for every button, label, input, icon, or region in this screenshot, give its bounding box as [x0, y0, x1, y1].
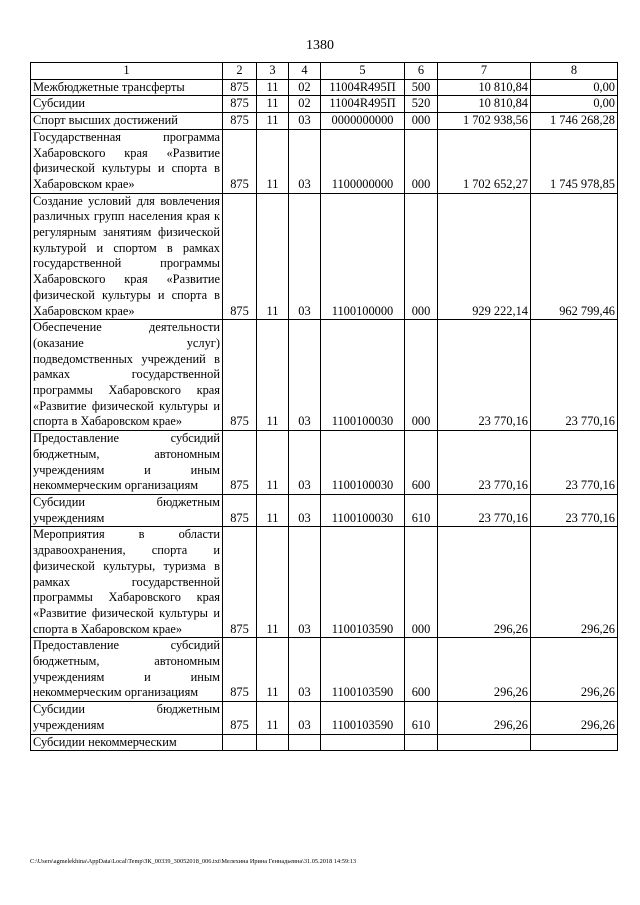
- code-cell: 875: [223, 702, 257, 734]
- target-article-cell: 1100103590: [321, 527, 405, 638]
- table-row: [31, 638, 618, 702]
- amount-cell: [438, 734, 531, 751]
- column-header: 3: [257, 63, 289, 80]
- item-name-cell: Субсидии: [31, 96, 223, 113]
- amount-cell: 10 810,84: [438, 79, 531, 96]
- column-header: 5: [321, 63, 405, 80]
- expense-type-cell: 600: [405, 431, 438, 495]
- section-cell: 11: [257, 79, 289, 96]
- item-name-cell: Предоставление субсидий бюджетным, автономным учреждениям и иным некоммерческим организациям: [31, 638, 223, 702]
- section-cell: 11: [257, 431, 289, 495]
- column-header: 6: [405, 63, 438, 80]
- table-row: [31, 79, 618, 96]
- table-row: [31, 431, 618, 495]
- expense-type-cell: 000: [405, 527, 438, 638]
- amount-cell: 23 770,16: [531, 320, 618, 431]
- subsection-cell: 03: [289, 129, 321, 193]
- item-name-cell: Создание условий для вовлечения различных групп населения края к регулярным занятиям физической культурой и спортом в рамках государственной программы Хабаровского края «Развитие физической культуры и спорта в Хабаровском крае»: [31, 193, 223, 320]
- section-cell: 11: [257, 320, 289, 431]
- expense-type-cell: 610: [405, 702, 438, 734]
- amount-cell: 23 770,16: [531, 431, 618, 495]
- item-name-cell: Межбюджетные трансферты: [31, 79, 223, 96]
- section-cell: 11: [257, 96, 289, 113]
- item-name-cell: Субсидии некоммерческим: [31, 734, 223, 751]
- expense-type-cell: 000: [405, 320, 438, 431]
- expense-type-cell: 000: [405, 193, 438, 320]
- table-row: [31, 96, 618, 113]
- table-row: [31, 702, 618, 734]
- table-row: [31, 113, 618, 130]
- target-article-cell: 1100100030: [321, 431, 405, 495]
- code-cell: 875: [223, 79, 257, 96]
- amount-cell: 296,26: [531, 638, 618, 702]
- subsection-cell: 03: [289, 113, 321, 130]
- amount-cell: 296,26: [531, 527, 618, 638]
- target-article-cell: 0000000000: [321, 113, 405, 130]
- target-article-cell: 1100100000: [321, 193, 405, 320]
- item-name-cell: Государственная программа Хабаровского края «Развитие физической культуры и спорта в Хабаровском крае»: [31, 129, 223, 193]
- subsection-cell: 03: [289, 638, 321, 702]
- subsection-cell: 03: [289, 494, 321, 526]
- amount-cell: 929 222,14: [438, 193, 531, 320]
- table-row: [31, 193, 618, 320]
- section-cell: 11: [257, 129, 289, 193]
- section-cell: 11: [257, 638, 289, 702]
- table-row: [31, 734, 618, 751]
- table-row: [31, 494, 618, 526]
- table-header-row: [31, 63, 618, 80]
- section-cell: 11: [257, 494, 289, 526]
- amount-cell: 10 810,84: [438, 96, 531, 113]
- target-article-cell: 11004R495П: [321, 96, 405, 113]
- target-article-cell: 1100100030: [321, 494, 405, 526]
- code-cell: 875: [223, 96, 257, 113]
- code-cell: 875: [223, 320, 257, 431]
- budget-table: [30, 62, 618, 751]
- amount-cell: 23 770,16: [438, 431, 531, 495]
- code-cell: 875: [223, 431, 257, 495]
- page-number: 1380: [306, 38, 334, 53]
- subsection-cell: 03: [289, 193, 321, 320]
- subsection-cell: 02: [289, 96, 321, 113]
- column-header: 7: [438, 63, 531, 80]
- code-cell: 875: [223, 638, 257, 702]
- amount-cell: 1 702 938,56: [438, 113, 531, 130]
- expense-type-cell: 600: [405, 638, 438, 702]
- subsection-cell: 03: [289, 527, 321, 638]
- amount-cell: 296,26: [438, 638, 531, 702]
- code-cell: 875: [223, 193, 257, 320]
- amount-cell: 0,00: [531, 79, 618, 96]
- amount-cell: [531, 734, 618, 751]
- target-article-cell: 1100100030: [321, 320, 405, 431]
- expense-type-cell: 000: [405, 129, 438, 193]
- column-header: 1: [31, 63, 223, 80]
- target-article-cell: 11004R495П: [321, 79, 405, 96]
- subsection-cell: 03: [289, 320, 321, 431]
- item-name-cell: Мероприятия в области здравоохранения, спорта и физической культуры, туризма в рамках государственной программы Хабаровского края «Развитие физической культуры и спорта в Хабаровском крае»: [31, 527, 223, 638]
- code-cell: 875: [223, 129, 257, 193]
- code-cell: 875: [223, 527, 257, 638]
- subsection-cell: [289, 734, 321, 751]
- section-cell: 11: [257, 113, 289, 130]
- amount-cell: 962 799,46: [531, 193, 618, 320]
- target-article-cell: 1100103590: [321, 702, 405, 734]
- target-article-cell: 1100103590: [321, 638, 405, 702]
- amount-cell: 1 745 978,85: [531, 129, 618, 193]
- amount-cell: 0,00: [531, 96, 618, 113]
- table-row: [31, 129, 618, 193]
- table-body: [31, 63, 618, 751]
- code-cell: 875: [223, 113, 257, 130]
- target-article-cell: [321, 734, 405, 751]
- section-cell: 11: [257, 702, 289, 734]
- code-cell: 875: [223, 494, 257, 526]
- amount-cell: 23 770,16: [438, 320, 531, 431]
- amount-cell: 1 702 652,27: [438, 129, 531, 193]
- column-header: 8: [531, 63, 618, 80]
- amount-cell: 1 746 268,28: [531, 113, 618, 130]
- amount-cell: 296,26: [531, 702, 618, 734]
- amount-cell: 23 770,16: [438, 494, 531, 526]
- file-path-footer: C:\Users\agmelekhina\AppData\Local\Temp\ЗК_00339_30052018_006.txt\Мелехина Ирина Геннадьевна\31.05.2018 14:59:13: [30, 858, 357, 865]
- amount-cell: 23 770,16: [531, 494, 618, 526]
- expense-type-cell: 500: [405, 79, 438, 96]
- table-row: [31, 527, 618, 638]
- item-name-cell: Предоставление субсидий бюджетным, автономным учреждениям и иным некоммерческим организациям: [31, 431, 223, 495]
- section-cell: [257, 734, 289, 751]
- item-name-cell: Субсидии бюджетным учреждениям: [31, 702, 223, 734]
- subsection-cell: 03: [289, 702, 321, 734]
- subsection-cell: 03: [289, 431, 321, 495]
- section-cell: 11: [257, 527, 289, 638]
- amount-cell: 296,26: [438, 702, 531, 734]
- column-header: 4: [289, 63, 321, 80]
- expense-type-cell: 000: [405, 113, 438, 130]
- code-cell: [223, 734, 257, 751]
- item-name-cell: Обеспечение деятельности (оказание услуг) подведомственных учреждений в рамках государственной программы Хабаровского края «Развитие физической культуры и спорта в Хабаровском крае»: [31, 320, 223, 431]
- section-cell: 11: [257, 193, 289, 320]
- item-name-cell: Субсидии бюджетным учреждениям: [31, 494, 223, 526]
- target-article-cell: 1100000000: [321, 129, 405, 193]
- amount-cell: 296,26: [438, 527, 531, 638]
- expense-type-cell: 520: [405, 96, 438, 113]
- table-row: [31, 320, 618, 431]
- expense-type-cell: 610: [405, 494, 438, 526]
- column-header: 2: [223, 63, 257, 80]
- expense-type-cell: [405, 734, 438, 751]
- subsection-cell: 02: [289, 79, 321, 96]
- item-name-cell: Спорт высших достижений: [31, 113, 223, 130]
